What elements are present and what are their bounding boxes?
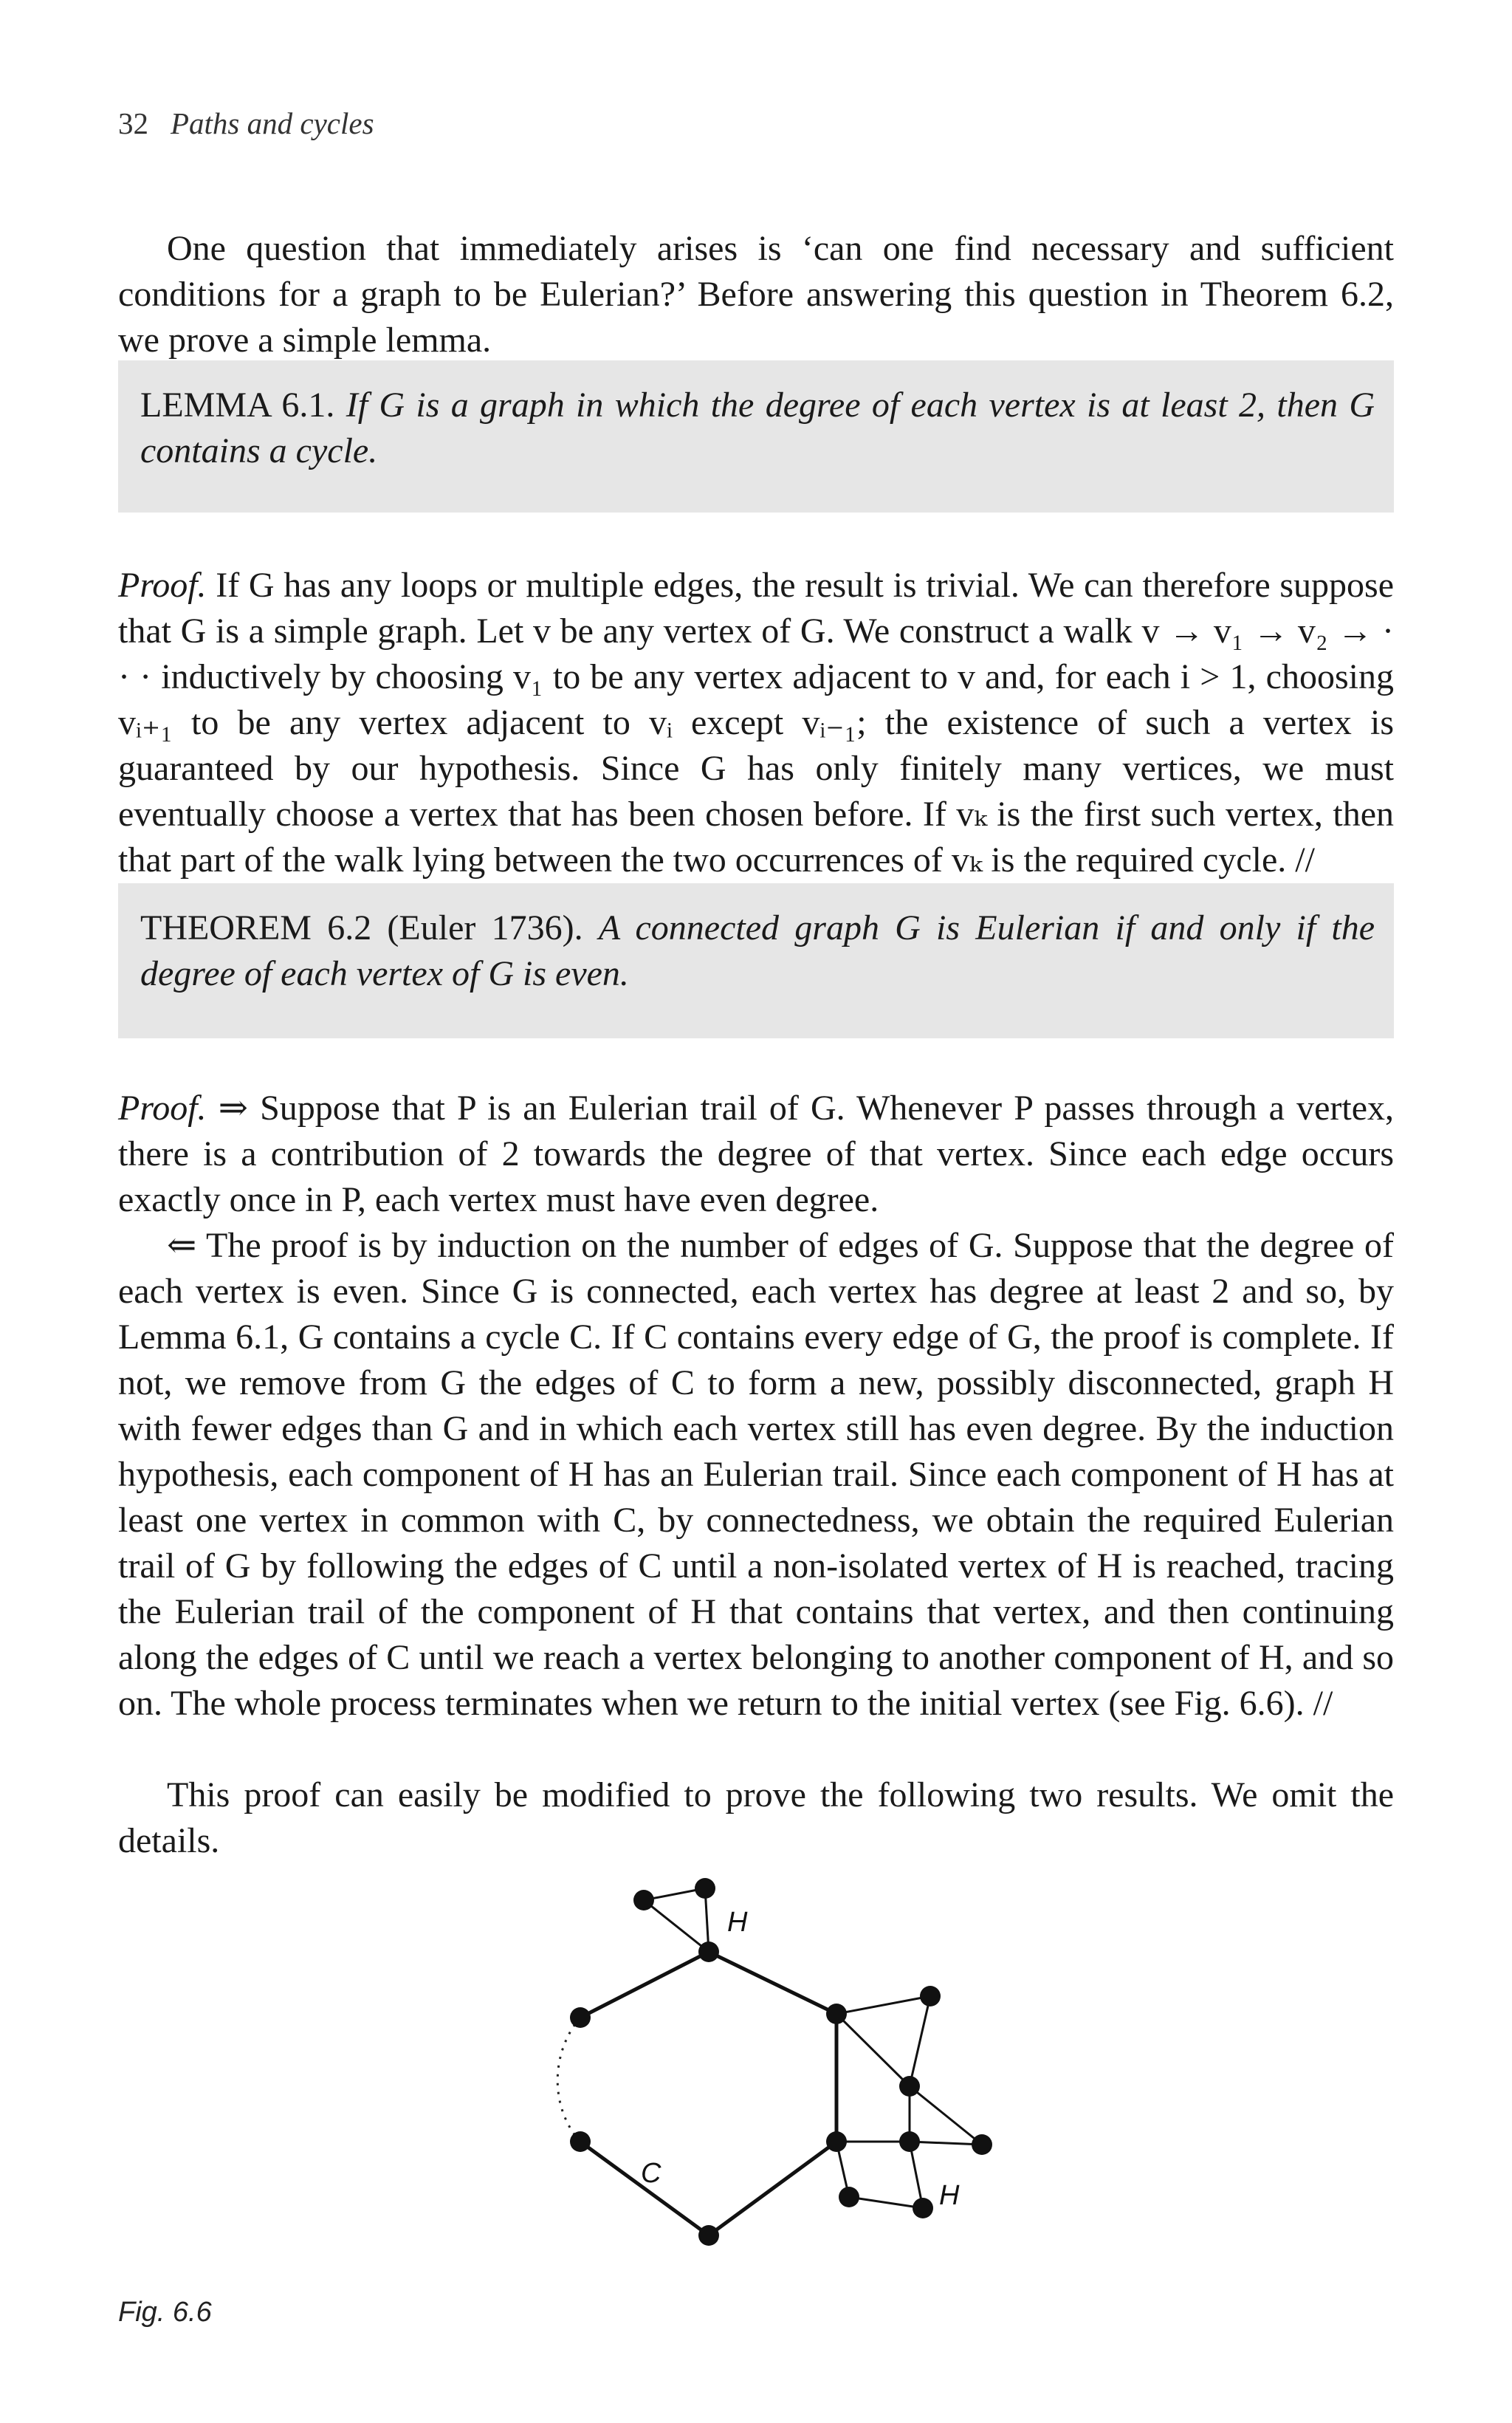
vertex: [570, 2131, 591, 2152]
page-number: 32: [118, 106, 148, 140]
component-h-right: [836, 1996, 982, 2208]
vertex: [695, 1878, 715, 1899]
theorem-proof-forward-text: ⇒ Suppose that P is an Eulerian trail of G. Whenever P passes through a vertex, there is a contribution of 2 towards the degree of that vertex. Since each edge occurs exactly once in P, each vertex must have even degree.: [118, 1089, 1395, 1219]
vertex: [826, 2131, 847, 2152]
vertex: [839, 2187, 859, 2207]
vertex: [899, 2131, 920, 2152]
cycle-edge: [709, 1952, 836, 2014]
h-edge: [836, 2014, 910, 2086]
theorem-label: THEOREM 6.2 (Euler 1736).: [140, 908, 583, 947]
vertex: [972, 2134, 992, 2155]
dotted-cycle-segment: [557, 2018, 580, 2142]
vertex: [698, 2225, 719, 2246]
lemma-proof-label: Proof.: [118, 566, 207, 605]
h-edge: [910, 1996, 930, 2086]
vertex: [570, 2007, 591, 2028]
h-edge: [836, 1996, 930, 2014]
vertex: [899, 2076, 920, 2097]
cycle-edge: [580, 1952, 709, 2018]
lemma-label: LEMMA 6.1.: [140, 385, 335, 425]
lemma-statement: If G is a graph in which the degree of each vertex is at least 2, then G contains a cycle.: [140, 385, 1375, 470]
vertex: [913, 2198, 933, 2218]
vertex: [826, 2004, 847, 2024]
cycle-edge: [709, 2142, 836, 2235]
running-title: Paths and cycles: [171, 106, 374, 140]
intro-paragraph: One question that immediately arises is ‘can one find necessary and sufficient conditions for a graph to be Eulerian?’ Before answering this question in Theorem 6.2, we prove a simple lemma.: [118, 229, 1394, 360]
h-edge: [644, 1900, 709, 1952]
h-edge: [849, 2197, 923, 2208]
theorem-statement: A connected graph G is Eulerian if and only if the degree of each vertex of G is even.: [140, 908, 1375, 993]
vertex: [698, 1942, 719, 1962]
h-edge: [910, 2142, 982, 2145]
figure-caption: Fig. 6.6: [118, 2297, 212, 2328]
vertex: [920, 1986, 941, 2006]
graph-vertices: [570, 1878, 992, 2246]
label-h-right: H: [939, 2180, 960, 2211]
label-h-top: H: [727, 1907, 748, 1938]
label-c: C: [641, 2158, 662, 2189]
cycle-c: [580, 1952, 836, 2235]
theorem-proof-label: Proof.: [118, 1089, 207, 1128]
closing-paragraph: This proof can easily be modified to prove the following two results. We omit the details.: [118, 1775, 1394, 1860]
vertex: [633, 1890, 654, 1910]
h-edge: [910, 2086, 982, 2145]
lemma-proof-text: If G has any loops or multiple edges, the result is trivial. We can therefore suppose that G is a simple graph. Let v be any vertex of G. We construct a walk v → v₁ → v₂ → · · · inductively by choosing v₁ to be any vertex adjacent to v and, for each i > 1, choosing vᵢ₊₁ to be any vertex adjacent to vᵢ except vᵢ₋₁; the existence of such a vertex is guaranteed by our hypothesis. Since G has only finitely many vertices, we must eventually choose a vertex that has been chosen before. If vₖ is the first such vertex, then that part of the walk lying between the two occurrences of vₖ is the required cycle. //: [118, 566, 1395, 880]
theorem-proof-backward: ⇐ The proof is by induction on the number of edges of G. Suppose that the degree of each vertex is even. Since G is connected, each vertex has degree at least 2 and so, by Lemma 6.1, G contains a cycle C. If C contains every edge of G, the proof is complete. If not, we remove from G the edges of C to form a new, possibly disconnected, graph H with fewer edges than G and in which each vertex still has even degree. By the induction hypothesis, each component of H has an Eulerian trail. Since each component of H has at least one vertex in common with C, by connectedness, we obtain the required Eulerian trail of G by following the edges of C until a non-isolated vertex of H is reached, tracing the Eulerian trail of the component of H that contains that vertex, and then continuing along the edges of C until we reach a vertex belonging to another component of H, and so on. The whole process terminates when we return to the initial vertex (see Fig. 6.6). //: [118, 1226, 1394, 1723]
